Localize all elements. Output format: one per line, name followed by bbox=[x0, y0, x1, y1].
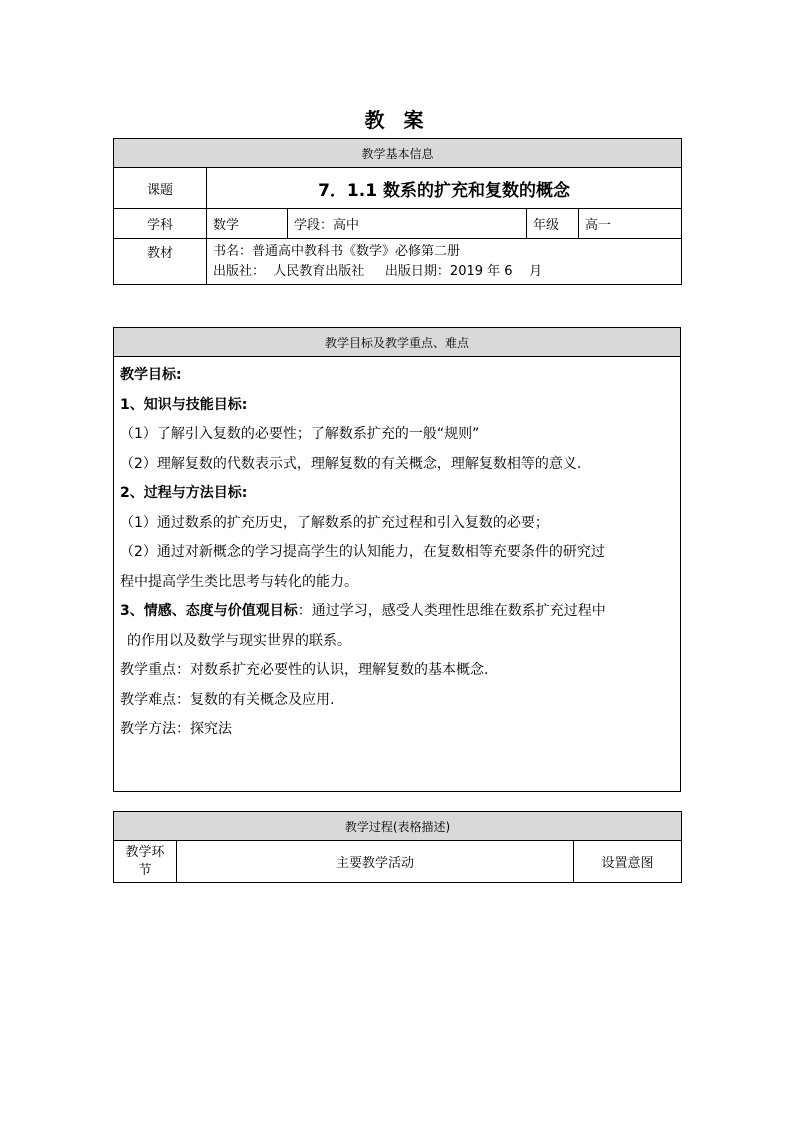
publisher-line: 出版社： 人民教育出版社 出版日期：2019 年 6 月 bbox=[213, 263, 543, 279]
teaching-key-point: 教学重点：对数系扩充必要性的认识，理解复数的基本概念. bbox=[120, 662, 489, 678]
process-table bbox=[113, 811, 682, 883]
process-header: 教学过程(表格描述) bbox=[114, 812, 682, 841]
knowledge-goal-2: （2）理解复数的代数表示式，理解复数的有关概念，理解复数相等的意义. bbox=[120, 455, 582, 472]
goals-heading: 教学目标: bbox=[120, 367, 182, 383]
teaching-method: 教学方法：探究法 bbox=[120, 721, 232, 737]
subject-label: 学科 bbox=[114, 209, 207, 239]
goals-table bbox=[113, 327, 681, 792]
process-goal-2a: （2）通过对新概念的学习提高学生的认知能力，在复数相等充要条件的研究过 bbox=[120, 544, 605, 560]
teaching-difficulty: 教学难点：复数的有关概念及应用. bbox=[120, 691, 335, 708]
stage-value: 学段：高中 bbox=[288, 209, 527, 239]
process-goal-1: （1）通过数系的扩充历史，了解数系的扩充过程和引入复数的必要； bbox=[120, 514, 549, 531]
process-goals-title: 2、过程与方法目标: bbox=[120, 485, 248, 501]
col-intent: 设置意图 bbox=[574, 841, 682, 883]
basic-info-header: 教学基本信息 bbox=[114, 139, 682, 168]
subject-value: 数学 bbox=[207, 209, 288, 239]
goals-header: 教学目标及教学重点、难点 bbox=[114, 328, 681, 357]
process-goal-2b: 程中提高学生类比思考与转化的能力。 bbox=[120, 573, 358, 590]
knowledge-goals-title: 1、知识与技能目标: bbox=[120, 396, 248, 413]
topic-value: 7．1.1 数系的扩充和复数的概念 bbox=[207, 168, 682, 209]
col-activities: 主要教学活动 bbox=[177, 841, 574, 883]
attitude-goals-text: ：通过学习，感受人类理性思维在数系扩充过程中 bbox=[297, 603, 606, 619]
grade-label: 年级 bbox=[527, 209, 579, 239]
textbook-label: 教材 bbox=[114, 239, 207, 285]
book-name: 书名：普通高中教科书《数学》必修第二册 bbox=[213, 243, 461, 259]
topic-label: 课题 bbox=[114, 168, 207, 209]
knowledge-goal-1: （1）了解引入复数的必要性；了解数系扩充的一般“规则” bbox=[120, 426, 480, 442]
attitude-goals-cont: 的作用以及数学与现实世界的联系。 bbox=[127, 632, 351, 649]
col-stage: 教学环节 bbox=[114, 841, 177, 883]
attitude-goals-title: 3、情感、态度与价值观目标 bbox=[120, 603, 298, 619]
page-title: 教 案 bbox=[364, 108, 430, 132]
grade-value: 高一 bbox=[579, 209, 682, 239]
basic-info-table bbox=[113, 138, 682, 285]
